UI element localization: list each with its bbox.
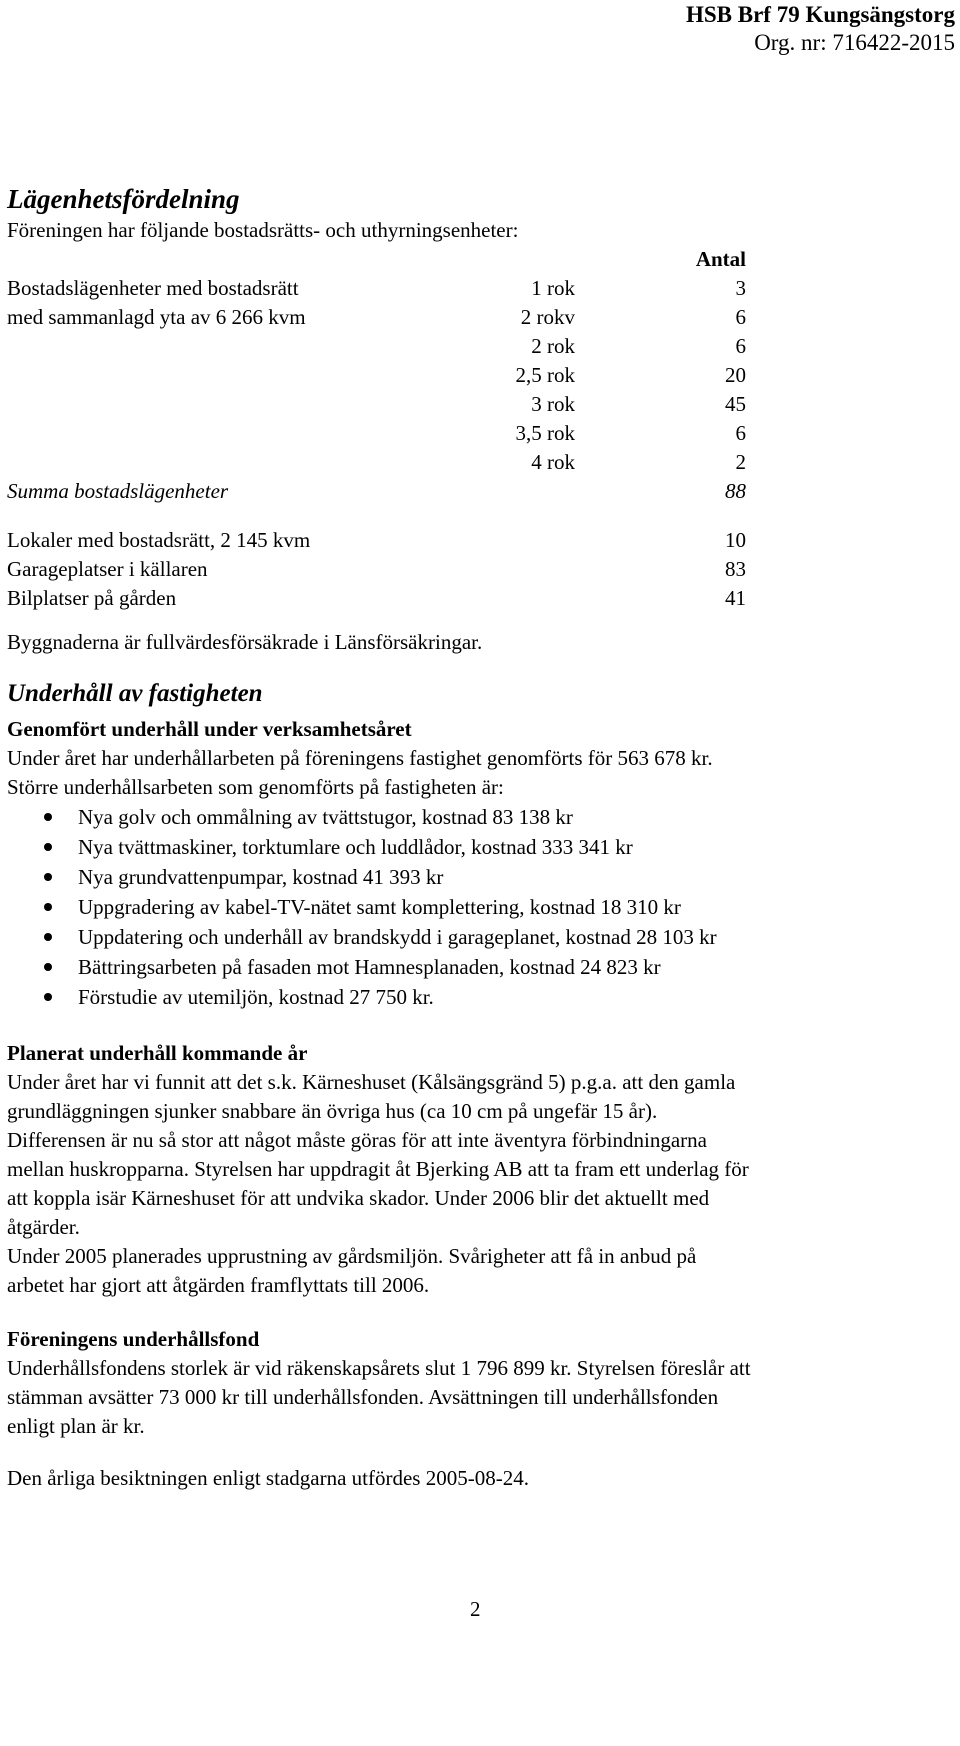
section-heading-maintenance: Underhåll av fastigheten xyxy=(7,680,263,707)
done-maintenance-line: Under året har underhållarbeten på föreningens fastighet genomförts för 563 678 kr. xyxy=(7,746,713,770)
paragraph-line: Differensen är nu så stor att något måste göras för att inte äventyra förbindningarna xyxy=(7,1128,707,1152)
bullet-icon xyxy=(44,873,52,881)
section-heading-distribution: Lägenhetsfördelning xyxy=(7,184,240,214)
list-item: Uppdatering och underhåll av brandskydd i garageplanet, kostnad 28 103 kr xyxy=(78,925,717,949)
list-item: Nya grundvattenpumpar, kostnad 41 393 kr xyxy=(78,865,444,889)
apartment-count: 6 xyxy=(735,421,746,445)
bullet-icon xyxy=(44,903,52,911)
paragraph-line: mellan huskropparna. Styrelsen har uppdragit åt Bjerking AB att ta fram ett underlag för xyxy=(7,1157,749,1181)
bullet-icon xyxy=(44,993,52,1001)
list-item: Nya golv och ommålning av tvättstugor, kostnad 83 138 kr xyxy=(78,805,573,829)
apartment-count: 3 xyxy=(735,276,746,300)
distribution-intro: Föreningen har följande bostadsrätts- och uthyrningsenheter: xyxy=(7,218,519,242)
other-unit-label: Bilplatser på gården xyxy=(7,586,177,610)
count-column-header: Antal xyxy=(695,247,746,271)
apartment-count: 2 xyxy=(735,450,746,474)
sum-label: Summa bostadslägenheter xyxy=(7,479,229,503)
apartment-type: 2,5 rok xyxy=(515,363,575,387)
paragraph-line: grundläggningen sjunker snabbare än övriga hus (ca 10 cm på ungefär 15 år). xyxy=(7,1099,658,1123)
association-name: HSB Brf 79 Kungsängstorg xyxy=(685,2,955,27)
done-maintenance-line: Större underhållsarbeten som genomförts på fastigheten är: xyxy=(7,775,504,799)
bullet-icon xyxy=(44,813,52,821)
apartment-count: 6 xyxy=(735,334,746,358)
sum-value: 88 xyxy=(725,479,746,503)
apartment-type: 2 rok xyxy=(531,334,575,358)
apartment-count: 20 xyxy=(725,363,746,387)
paragraph-line: Under året har vi funnit att det s.k. Kärneshuset (Kålsängsgränd 5) p.g.a. att den gamla xyxy=(7,1070,736,1094)
paragraph-line: att koppla isär Kärneshuset för att undvika skador. Under 2006 blir det aktuellt med xyxy=(7,1186,710,1210)
apartment-type: 3,5 rok xyxy=(515,421,575,445)
apartments-label-line1: Bostadslägenheter med bostadsrätt xyxy=(7,276,299,300)
org-number: Org. nr: 716422-2015 xyxy=(754,30,955,55)
list-item: Nya tvättmaskiner, torktumlare och luddlådor, kostnad 333 341 kr xyxy=(78,835,633,859)
apartments-label-line2: med sammanlagd yta av 6 266 kvm xyxy=(7,305,306,329)
other-unit-label: Lokaler med bostadsrätt, 2 145 kvm xyxy=(7,528,311,552)
paragraph-line: stämman avsätter 73 000 kr till underhållsfonden. Avsättningen till underhållsfonden xyxy=(7,1385,719,1409)
other-unit-label: Garageplatser i källaren xyxy=(7,557,208,581)
apartment-type: 3 rok xyxy=(531,392,575,416)
apartment-count: 6 xyxy=(735,305,746,329)
apartment-count: 45 xyxy=(725,392,746,416)
apartment-type: 2 rokv xyxy=(520,305,575,329)
paragraph-line: enligt plan är kr. xyxy=(7,1414,145,1438)
inspection-note: Den årliga besiktningen enligt stadgarna utfördes 2005-08-24. xyxy=(7,1466,529,1490)
list-item: Förstudie av utemiljön, kostnad 27 750 kr. xyxy=(78,985,434,1009)
insurance-note: Byggnaderna är fullvärdesförsäkrade i Länsförsäkringar. xyxy=(7,630,483,654)
other-unit-count: 10 xyxy=(725,528,746,552)
other-unit-count: 41 xyxy=(725,586,746,610)
list-item: Bättringsarbeten på fasaden mot Hamnesplanaden, kostnad 24 823 kr xyxy=(78,955,661,979)
paragraph-line: Under 2005 planerades upprustning av gårdsmiljön. Svårigheter att få in anbud på xyxy=(7,1244,697,1268)
other-unit-count: 83 xyxy=(725,557,746,581)
bullet-icon xyxy=(44,963,52,971)
bullet-icon xyxy=(44,933,52,941)
list-item: Uppgradering av kabel-TV-nätet samt komplettering, kostnad 18 310 kr xyxy=(78,895,681,919)
apartment-type: 1 rok xyxy=(531,276,575,300)
bullet-icon xyxy=(44,843,52,851)
paragraph-line: Underhållsfondens storlek är vid räkenskapsårets slut 1 796 899 kr. Styrelsen föreslår att xyxy=(7,1356,751,1380)
paragraph-line: arbetet har gjort att åtgärden framflyttats till 2006. xyxy=(7,1273,430,1297)
page-number: 2 xyxy=(470,1597,481,1621)
fund-heading: Föreningens underhållsfond xyxy=(7,1327,260,1351)
apartment-type: 4 rok xyxy=(531,450,575,474)
paragraph-line: åtgärder. xyxy=(7,1215,80,1239)
done-maintenance-heading: Genomfört underhåll under verksamhetsåret xyxy=(7,717,412,741)
planned-maintenance-heading: Planerat underhåll kommande år xyxy=(7,1041,308,1065)
